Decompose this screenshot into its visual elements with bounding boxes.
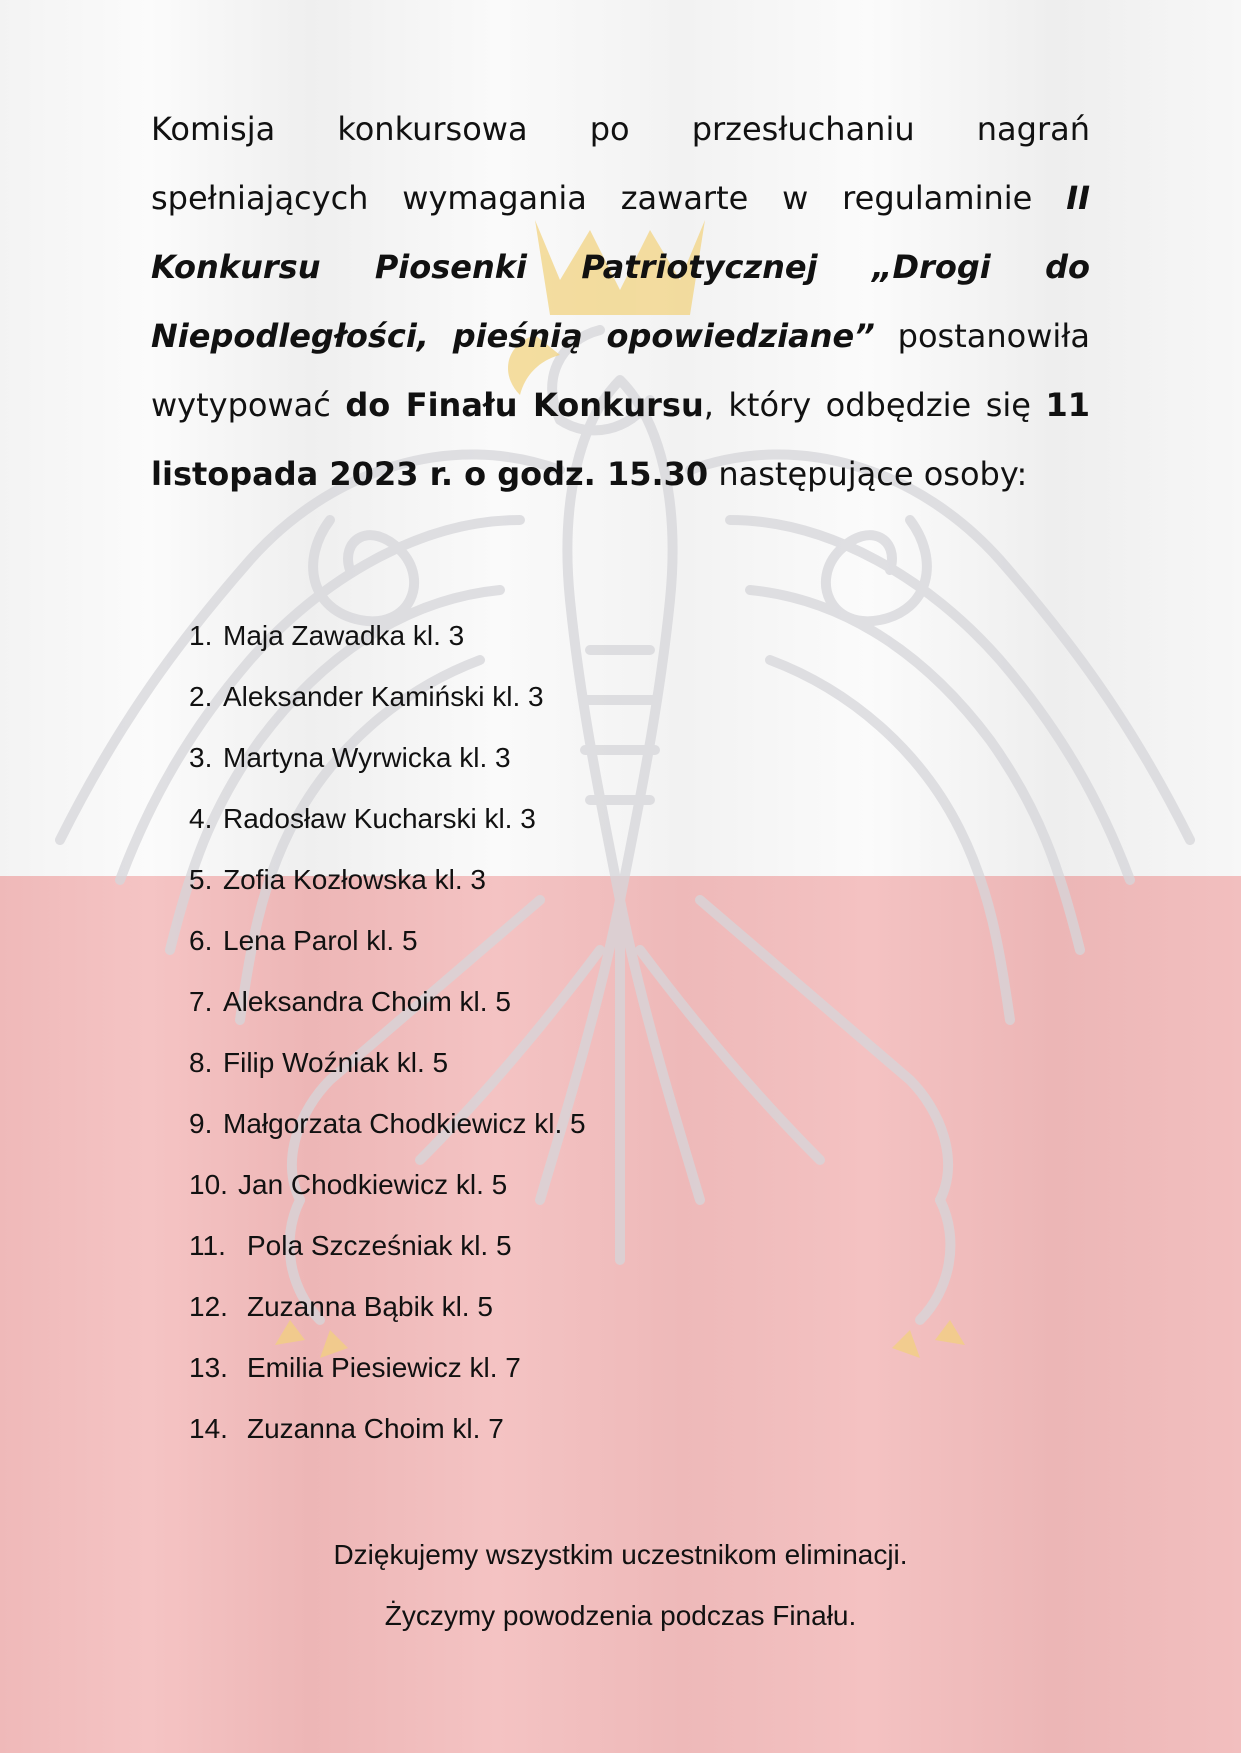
- list-item-number: 9.: [189, 1108, 213, 1139]
- closing-thanks: Dziękujemy wszystkim uczestnikom eliminacji.: [333, 1539, 908, 1570]
- main-content: [151, 95, 1090, 509]
- list-item-number: 11.: [189, 1230, 226, 1261]
- finalists-list: [189, 605, 586, 1459]
- final-date-time: 11 listopada 2023 r. o godz. 15.30: [151, 386, 1090, 493]
- list-item-name: Małgorzata Chodkiewicz kl. 5: [223, 1108, 586, 1139]
- list-item-number: 4.: [189, 803, 213, 834]
- list-item-number: 1.: [189, 620, 213, 651]
- list-item-name: Lena Parol kl. 5: [223, 925, 418, 956]
- intro-text-3: , który odbędzie się: [703, 386, 1046, 424]
- list-item-name: Zuzanna Bąbik kl. 5: [247, 1291, 493, 1322]
- list-item-name: Filip Woźniak kl. 5: [223, 1047, 449, 1078]
- list-item-number: 3.: [189, 742, 213, 773]
- list-item-name: Maja Zawadka kl. 3: [223, 620, 465, 651]
- list-item-name: Pola Szcześniak kl. 5: [247, 1230, 512, 1261]
- list-item-number: 12.: [189, 1291, 228, 1322]
- list-item-number: 7.: [189, 986, 213, 1017]
- list-item-name: Zofia Kozłowska kl. 3: [223, 864, 486, 895]
- list-item: [189, 1032, 586, 1093]
- list-item: [189, 1337, 586, 1398]
- list-item-number: 2.: [189, 681, 213, 712]
- list-item: [189, 849, 586, 910]
- list-item: [189, 1398, 586, 1459]
- list-item-name: Aleksandra Choim kl. 5: [223, 986, 511, 1017]
- intro-text-4: następujące osoby:: [708, 455, 1028, 493]
- list-item-name: Aleksander Kamiński kl. 3: [223, 681, 544, 712]
- intro-text-1: Komisja konkursowa po przesłuchaniu nagrań spełniających wymagania zawarte w regulaminie: [151, 110, 1090, 217]
- list-item-name: Jan Chodkiewicz kl. 5: [238, 1169, 508, 1200]
- list-item: [189, 1093, 586, 1154]
- list-item-name: Radosław Kucharski kl. 3: [223, 803, 536, 834]
- list-item: [189, 788, 586, 849]
- closing-wishes: Życzymy powodzenia podczas Finału.: [384, 1600, 857, 1631]
- list-item: [189, 971, 586, 1032]
- list-item-number: 13.: [189, 1352, 228, 1383]
- list-item: [189, 1276, 586, 1337]
- list-item: [189, 1154, 586, 1215]
- intro-paragraph: [151, 95, 1090, 509]
- list-item-number: 5.: [189, 864, 213, 895]
- list-item-number: 6.: [189, 925, 213, 956]
- list-item-number: 14.: [189, 1413, 228, 1444]
- contest-name: II Konkursu Piosenki Patriotycznej „Drogi do Niepodległości, pieśnią opowiedziane”: [151, 179, 1090, 355]
- list-item-name: Martyna Wyrwicka kl. 3: [223, 742, 511, 773]
- list-item-name: Emilia Piesiewicz kl. 7: [247, 1352, 521, 1383]
- list-item-number: 8.: [189, 1047, 213, 1078]
- list-item: [189, 727, 586, 788]
- list-item: [189, 605, 586, 666]
- closing-section: [0, 1524, 1241, 1646]
- final-phrase: do Finału Konkursu: [345, 386, 704, 424]
- intro-text-2: postanowiła wytypować: [151, 317, 1091, 424]
- list-item-name: Zuzanna Choim kl. 7: [247, 1413, 504, 1444]
- list-item: [189, 910, 586, 971]
- list-item-number: 10.: [189, 1169, 228, 1200]
- list-item: [189, 1215, 586, 1276]
- list-item: [189, 666, 586, 727]
